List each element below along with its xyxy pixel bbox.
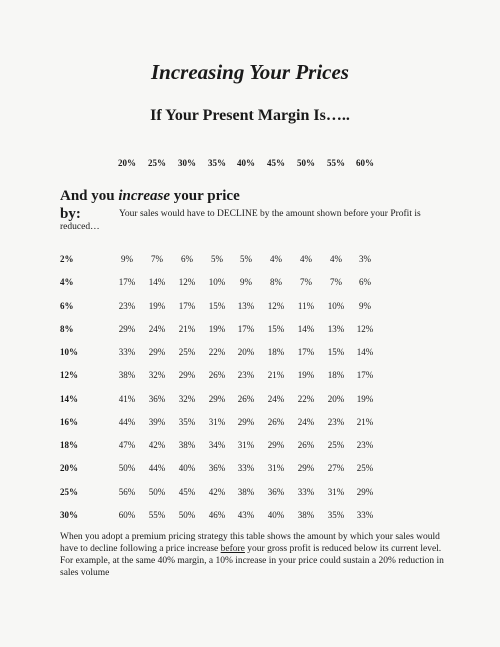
table-cell: 33% (237, 463, 255, 474)
table-cell: 43% (237, 509, 255, 520)
table-cell: 36% (208, 463, 226, 474)
table-cell: 38% (237, 486, 255, 497)
table-cell: 42% (208, 486, 226, 497)
price-increase-label: 8% (60, 323, 74, 334)
table-cell: 17% (237, 323, 255, 334)
table-cell: 23% (356, 440, 374, 450)
table-cell: 38% (297, 509, 315, 520)
price-increase-label: 14% (60, 393, 78, 404)
table-cell: 7% (330, 277, 342, 288)
table-cell: 10% (327, 300, 345, 311)
table-cell: 4% (270, 254, 282, 264)
table-row (0, 417, 500, 429)
table-cell: 29% (267, 440, 285, 450)
table-cell: 33% (356, 509, 374, 520)
table-cell: 26% (237, 393, 255, 404)
page-subtitle: If Your Present Margin Is….. (150, 107, 350, 124)
table-cell: 32% (148, 370, 166, 381)
footnote-part2: your gross profit is reduced below its current level. For example, at the same 40% margin, a 10% increase in your price could sustain a 20% reduction in sales volume (60, 544, 444, 578)
table-cell: 13% (327, 323, 345, 334)
table-cell: 23% (237, 370, 255, 381)
table-cell: 17% (178, 300, 196, 311)
margin-header: 35% (208, 158, 226, 168)
table-cell: 17% (297, 347, 315, 357)
heading-by: by: (60, 206, 81, 222)
table-row (0, 487, 500, 499)
table-cell: 19% (356, 393, 374, 404)
table-cell: 9% (359, 300, 371, 311)
table-cell: 10% (208, 277, 226, 288)
table-cell: 27% (327, 463, 345, 474)
price-increase-label: 30% (60, 509, 78, 520)
price-increase-label: 16% (60, 416, 78, 427)
table-cell: 35% (327, 509, 345, 520)
table-cell: 38% (118, 370, 136, 381)
price-increase-label: 6% (60, 300, 74, 311)
table-cell: 13% (237, 300, 255, 311)
table-cell: 50% (118, 463, 136, 474)
table-cell: 60% (118, 509, 136, 520)
table-cell: 26% (267, 416, 285, 427)
table-cell: 26% (208, 370, 226, 381)
table-cell: 19% (208, 323, 226, 334)
table-cell: 5% (240, 254, 252, 264)
table-cell: 29% (148, 347, 166, 357)
price-increase-label: 25% (60, 486, 78, 497)
heading-prefix: And you (60, 188, 119, 204)
table-cell: 17% (356, 370, 374, 381)
table-cell: 34% (208, 440, 226, 450)
table-row (0, 394, 500, 406)
table-cell: 40% (178, 463, 196, 474)
price-increase-label: 10% (60, 347, 78, 357)
price-increase-label: 18% (60, 440, 78, 450)
footnote-underlined: before (220, 544, 245, 554)
table-cell: 19% (297, 370, 315, 381)
table-cell: 15% (327, 347, 345, 357)
table-cell: 56% (118, 486, 136, 497)
table-cell: 12% (267, 300, 285, 311)
table-row (0, 440, 500, 452)
table-cell: 29% (208, 393, 226, 404)
table-cell: 12% (356, 323, 374, 334)
price-increase-label: 4% (60, 277, 74, 288)
table-cell: 41% (118, 393, 136, 404)
table-cell: 4% (330, 254, 342, 264)
footnote (60, 531, 452, 579)
table-row (0, 277, 500, 289)
margin-header: 50% (297, 158, 315, 168)
table-cell: 21% (356, 416, 374, 427)
table-cell: 21% (178, 323, 196, 334)
table-cell: 29% (237, 416, 255, 427)
table-row (0, 463, 500, 475)
table-cell: 17% (118, 277, 136, 288)
table-cell: 22% (297, 393, 315, 404)
price-increase-label: 2% (60, 254, 74, 264)
table-cell: 12% (178, 277, 196, 288)
table-cell: 25% (327, 440, 345, 450)
table-cell: 6% (181, 254, 193, 264)
table-cell: 19% (148, 300, 166, 311)
table-cell: 50% (178, 509, 196, 520)
margin-header: 20% (118, 158, 136, 168)
table-cell: 45% (178, 486, 196, 497)
table-cell: 44% (148, 463, 166, 474)
table-cell: 31% (327, 486, 345, 497)
table-cell: 20% (327, 393, 345, 404)
table-cell: 20% (237, 347, 255, 357)
table-row (0, 370, 500, 382)
margin-header: 25% (148, 158, 166, 168)
table-row (0, 301, 500, 313)
price-increase-label: 20% (60, 463, 78, 474)
table-cell: 24% (297, 416, 315, 427)
table-cell: 31% (267, 463, 285, 474)
table-cell: 36% (148, 393, 166, 404)
table-cell: 23% (327, 416, 345, 427)
table-cell: 29% (297, 463, 315, 474)
instruction-text: Your sales would have to DECLINE by the amount shown before your Profit is reduced… (60, 209, 421, 232)
table-cell: 9% (240, 277, 252, 288)
table-cell: 5% (211, 254, 223, 264)
margin-header: 30% (178, 158, 196, 168)
table-cell: 15% (267, 323, 285, 334)
table-cell: 26% (297, 440, 315, 450)
table-cell: 4% (300, 254, 312, 264)
table-cell: 33% (118, 347, 136, 357)
table-cell: 9% (121, 254, 133, 264)
table-cell: 23% (118, 300, 136, 311)
table-row (0, 324, 500, 336)
table-cell: 25% (356, 463, 374, 474)
table-cell: 7% (300, 277, 312, 288)
table-cell: 22% (208, 347, 226, 357)
table-cell: 25% (178, 347, 196, 357)
page-title: Increasing Your Prices (151, 60, 349, 84)
table-cell: 40% (267, 509, 285, 520)
heading-emphasis: increase (118, 188, 171, 204)
table-cell: 39% (148, 416, 166, 427)
table-cell: 50% (148, 486, 166, 497)
table-row (0, 510, 500, 522)
footnote-part1: When you adopt a premium pricing strategy this table shows the amount by which your sales would have to decline following a price increase (60, 532, 440, 554)
table-cell: 18% (267, 347, 285, 357)
table-cell: 7% (151, 254, 163, 264)
table-cell: 14% (356, 347, 374, 357)
table-cell: 3% (359, 254, 371, 264)
margin-header: 55% (327, 158, 345, 168)
table-row (0, 254, 500, 266)
table-cell: 29% (118, 323, 136, 334)
table-cell: 36% (267, 486, 285, 497)
heading-suffix: your price (170, 188, 240, 204)
table-cell: 8% (270, 277, 282, 288)
table-cell: 31% (237, 440, 255, 450)
table-cell: 21% (267, 370, 285, 381)
margin-header: 40% (237, 158, 255, 168)
price-increase-label: 12% (60, 370, 78, 381)
table-cell: 6% (359, 277, 371, 288)
table-cell: 24% (148, 323, 166, 334)
table-cell: 35% (178, 416, 196, 427)
table-cell: 29% (178, 370, 196, 381)
margin-header: 60% (356, 158, 374, 168)
table-cell: 44% (118, 416, 136, 427)
table-cell: 14% (297, 323, 315, 334)
table-cell: 33% (297, 486, 315, 497)
table-row (0, 347, 500, 359)
table-cell: 24% (267, 393, 285, 404)
table-cell: 38% (178, 440, 196, 450)
table-cell: 15% (208, 300, 226, 311)
margin-header: 45% (267, 158, 285, 168)
table-cell: 42% (148, 440, 166, 450)
table-cell: 11% (297, 300, 315, 311)
table-cell: 32% (178, 393, 196, 404)
table-cell: 14% (148, 277, 166, 288)
table-cell: 55% (148, 509, 166, 520)
table-cell: 18% (327, 370, 345, 381)
table-cell: 29% (356, 486, 374, 497)
table-cell: 46% (208, 509, 226, 520)
table-cell: 31% (208, 416, 226, 427)
table-cell: 47% (118, 440, 136, 450)
